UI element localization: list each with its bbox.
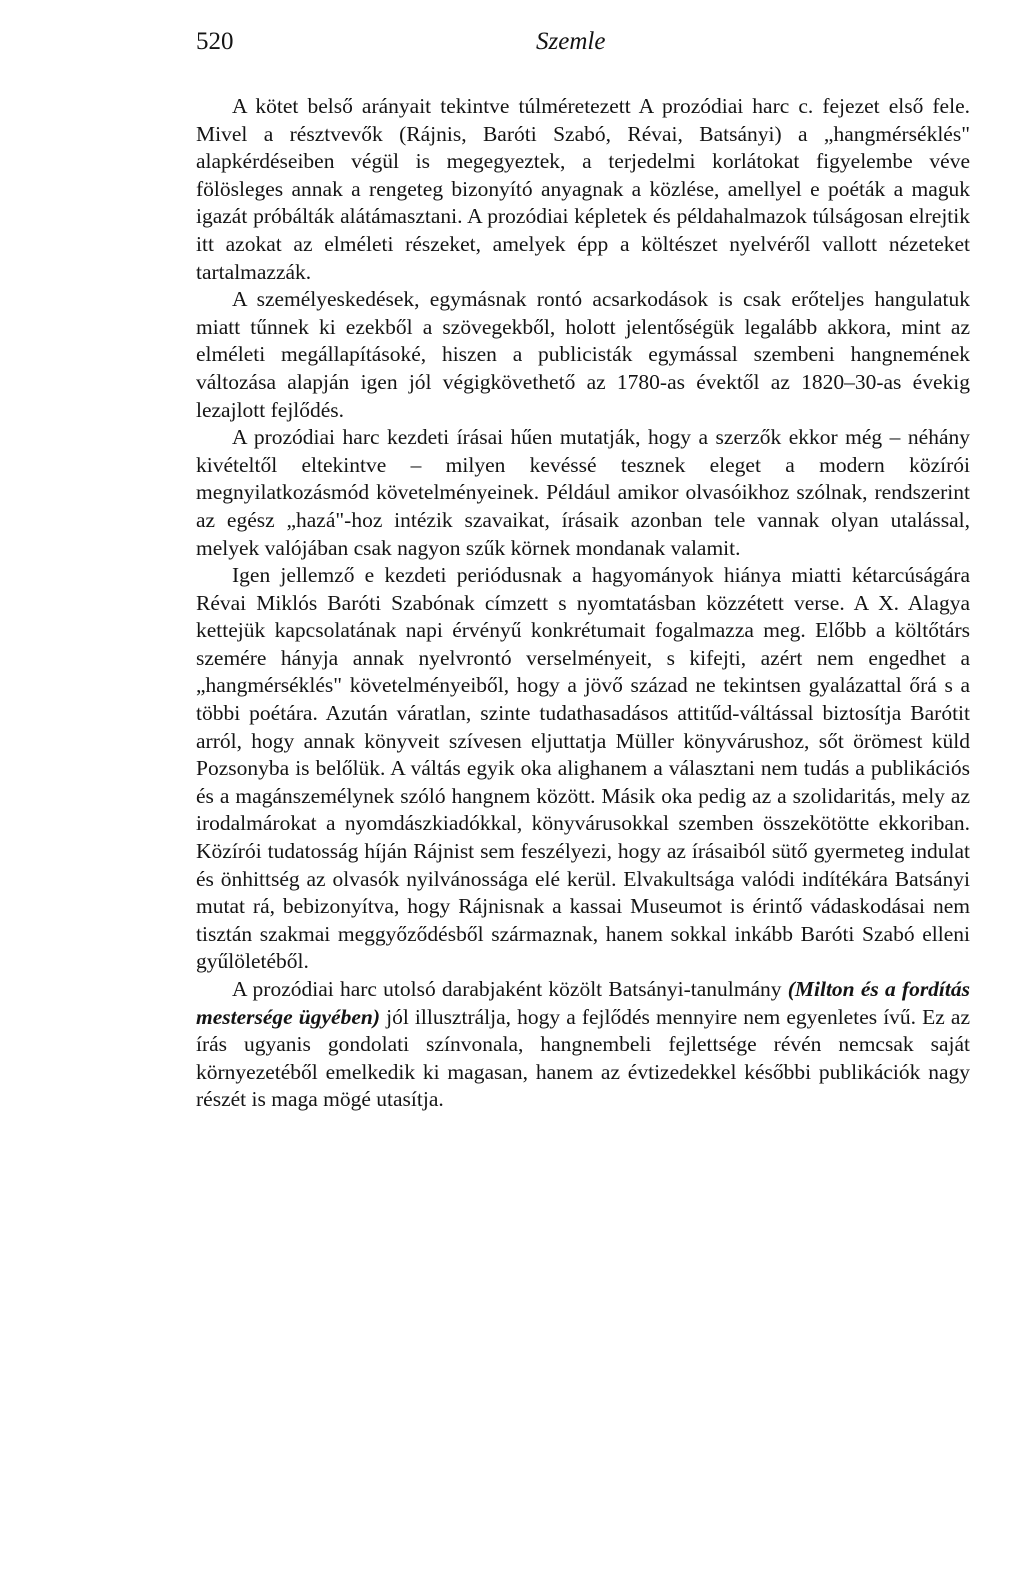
paragraph-5-title: (Milton és a fordítás mestersége ügyében) (196, 977, 970, 1029)
page-header (196, 28, 986, 68)
paragraph-4: Igen jellemző e kezdeti periódusnak a hagyományok hiánya miatti kétarcúságára Révai Miklós Baróti Szabónak címzett s nyomtatásban közzétett verse. A X. Alagya kettejük kapcsolatának napi érvényű konkrétumait fogalmazza meg. Előbb a költőtárs szemére hányja annak nyelvrontó verselményeit, s kifejti, azért nem engedhet a „hangmérséklés" követelményeiből, hogy a jövő század ne tekintsen gyalázattal őrá s a többi poétára. Azután váratlan, szinte tudathasadásos attitűd-váltással biztosítja Barótit arról, hogy annak könyveit szívesen eljuttatja Müller könyvárushoz, sőt örömest küld Pozsonyba is belőlük. A váltás egyik oka alighanem a választani nem tudás a publikációs és a magánszemélynek szóló hangnem között. Másik oka pedig az a szolidaritás, mely az irodalmárokat a nyomdászkiadókkal, könyvárusokkal szemben összekötötte ekkoriban. Közírói tudatosság híján Rájnist sem feszélyezi, hogy az írásaiból sütő gyermeteg indulat és önhittség az olvasók nyilvánossága elé kerül. Elvakultsága valódi indítékára Batsányi mutat rá, bebizonyítva, hogy Rájnisnak a kassai Museumot is érintő vádaskodásai nem tisztán szakmai meggyőződésből származnak, hanem sokkal inkább Baróti Szabó elleni gyűlöletéből. (196, 563, 970, 974)
paragraph-5-lead: A prozódiai harc utolsó darabjaként közölt Batsányi-tanulmány (232, 977, 788, 1001)
article-body (196, 93, 970, 1114)
paragraph-1: A kötet belső arányait tekintve túlméretezett A prozódiai harc c. fejezet első fele. Mivel a résztvevők (Rájnis, Baróti Szabó, Révai, Batsányi) a „hangmérséklés" alapkérdéseiben végül is megegyeztek, a terjedelmi korlátokat figyelembe véve fölösleges annak a rengeteg bizonyító anyagnak a közlése, amellyel e poéták a maguk igazát próbálták alátámasztani. A prozódiai képletek és példahalmazok túlságosan elrejtik itt azokat az elméleti részeket, amelyek épp a költészet nyelvéről vallott nézeteket tartalmazzák. (196, 94, 970, 284)
page-number: 520 (196, 28, 234, 55)
running-head: Szemle (536, 28, 606, 55)
paragraph-2: A személyeskedések, egymásnak rontó acsarkodások is csak erőteljes hangulatuk miatt tűnnek ki ezekből a szövegekből, holott jelentőségük legalább akkora, mint az elméleti megállapításoké, hiszen a publicisták egymással szembeni hangnemének változása alapján igen jól végigkövethető az 1780-as évektől az 1820–30-as évekig lezajlott fejlődés. (196, 287, 970, 422)
paragraph-5-rest: jól illusztrálja, hogy a fejlődés mennyire nem egyenletes ívű. Ez az írás ugyanis gondolati színvonala, hangnembeli fejlettsége révén nemcsak saját környezetéből emelkedik ki magasan, hanem az évtizedekkel későbbi publikációk nagy részét is maga mögé utasítja. (196, 1004, 970, 1112)
paragraph-5 (196, 976, 970, 1114)
paragraph-3: A prozódiai harc kezdeti írásai hűen mutatják, hogy a szerzők ekkor még – néhány kivételtől eltekintve – milyen kevéssé tesznek eleget a modern közírói megnyilatkozásmód követelményeinek. Például amikor olvasóikhoz szólnak, rendszerint az egész „hazá"-hoz intézik szavaikat, írásaik azonban tele vannak olyan utalással, melyek valójában csak nagyon szűk körnek mondanak valamit. (196, 425, 970, 560)
